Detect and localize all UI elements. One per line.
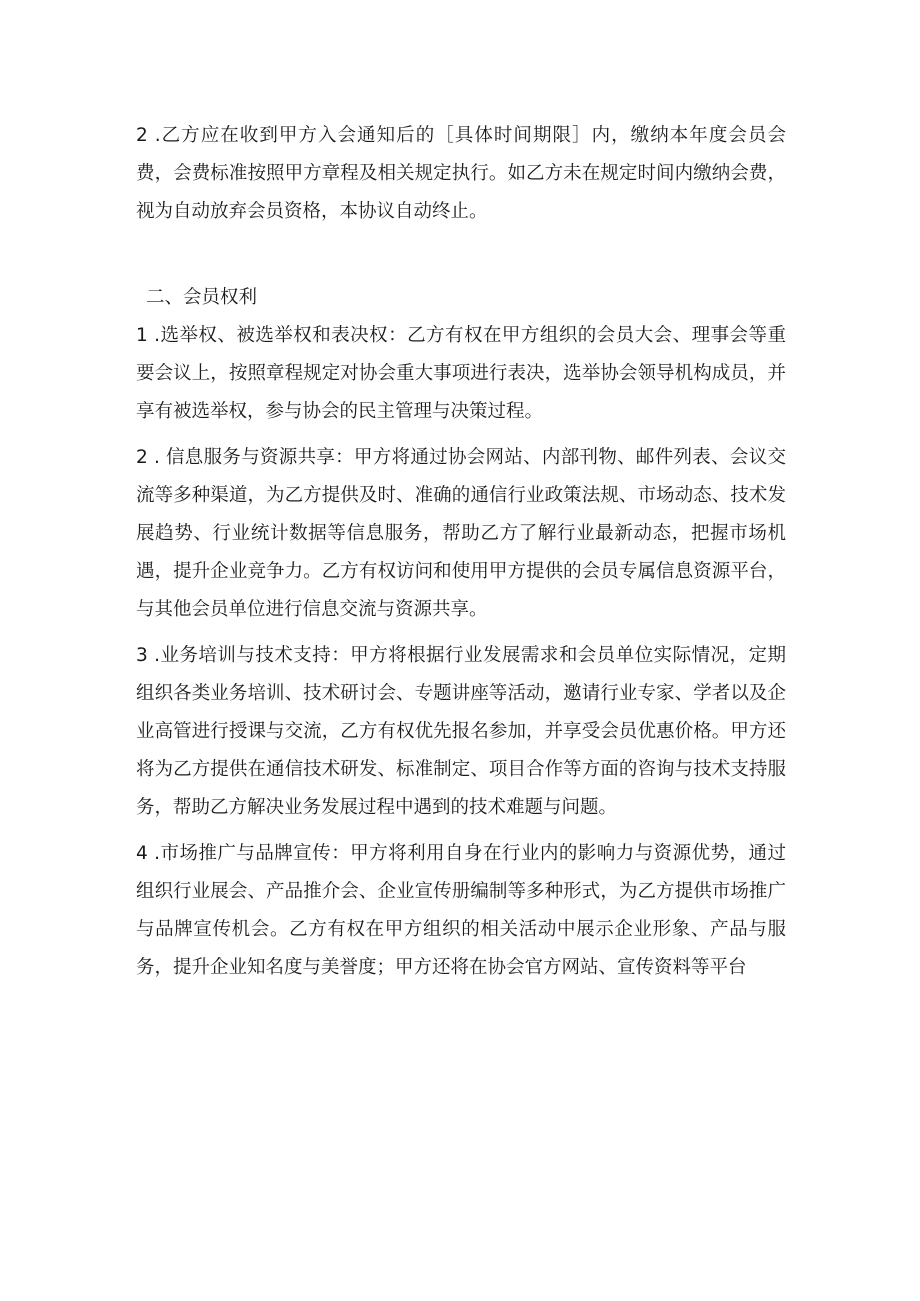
paragraph-training-support: 3 .业务培训与技术支持：甲方将根据行业发展需求和会员单位实际情况，定期组织各类业务培训、技术研讨会、专题讲座等活动，邀请行业专家、学者以及企业高管进行授课与交流，乙方有权优先报名参加，并享受会员优惠价格。甲方还将为乙方提供在通信技术研发、标准制定、项目合作等方面的咨询与技术支持服务，帮助乙方解决业务发展过程中遇到的技术难题与问题。 xyxy=(136,645,786,818)
paragraph-information-services: 2 . 信息服务与资源共享：甲方将通过协会网站、内部刊物、邮件列表、会议交流等多种渠道，为乙方提供及时、准确的通信行业政策法规、市场动态、技术发展趋势、行业统计数据等信息服务，帮助乙方了解行业最新动态，把握市场机遇，提升企业竞争力。乙方有权访问和使用甲方提供的会员专属信息资源平台，与其他会员单位进行信息交流与资源共享。 xyxy=(136,447,786,620)
paragraph-fee-payment: 2 .乙方应在收到甲方入会通知后的［具体时间期限］内，缴纳本年度会员会费，会费标准按照甲方章程及相关规定执行。如乙方未在规定时间内缴纳会费，视为自动放弃会员资格，本协议自动终止。 xyxy=(136,125,786,222)
paragraph-voting-rights: 1 .选举权、被选举权和表决权：乙方有权在甲方组织的会员大会、理事会等重要会议上，按照章程规定对协会重大事项进行表决，选举协会领导机构成员，并享有被选举权，参与协会的民主管理与决策过程。 xyxy=(136,325,786,422)
document-body xyxy=(136,117,786,995)
section-heading-member-rights: 二、会员权利 xyxy=(146,287,258,308)
paragraph-market-promotion: 4 .市场推广与品牌宣传：甲方将利用自身在行业内的影响力与资源优势，通过组织行业展会、产品推介会、企业宣传册编制等多种形式，为乙方提供市场推广与品牌宣传机会。乙方有权在甲方组织的相关活动中展示企业形象、产品与服务，提升企业知名度与美誉度；甲方还将在协会官方网站、宣传资料等平台 xyxy=(136,843,786,978)
